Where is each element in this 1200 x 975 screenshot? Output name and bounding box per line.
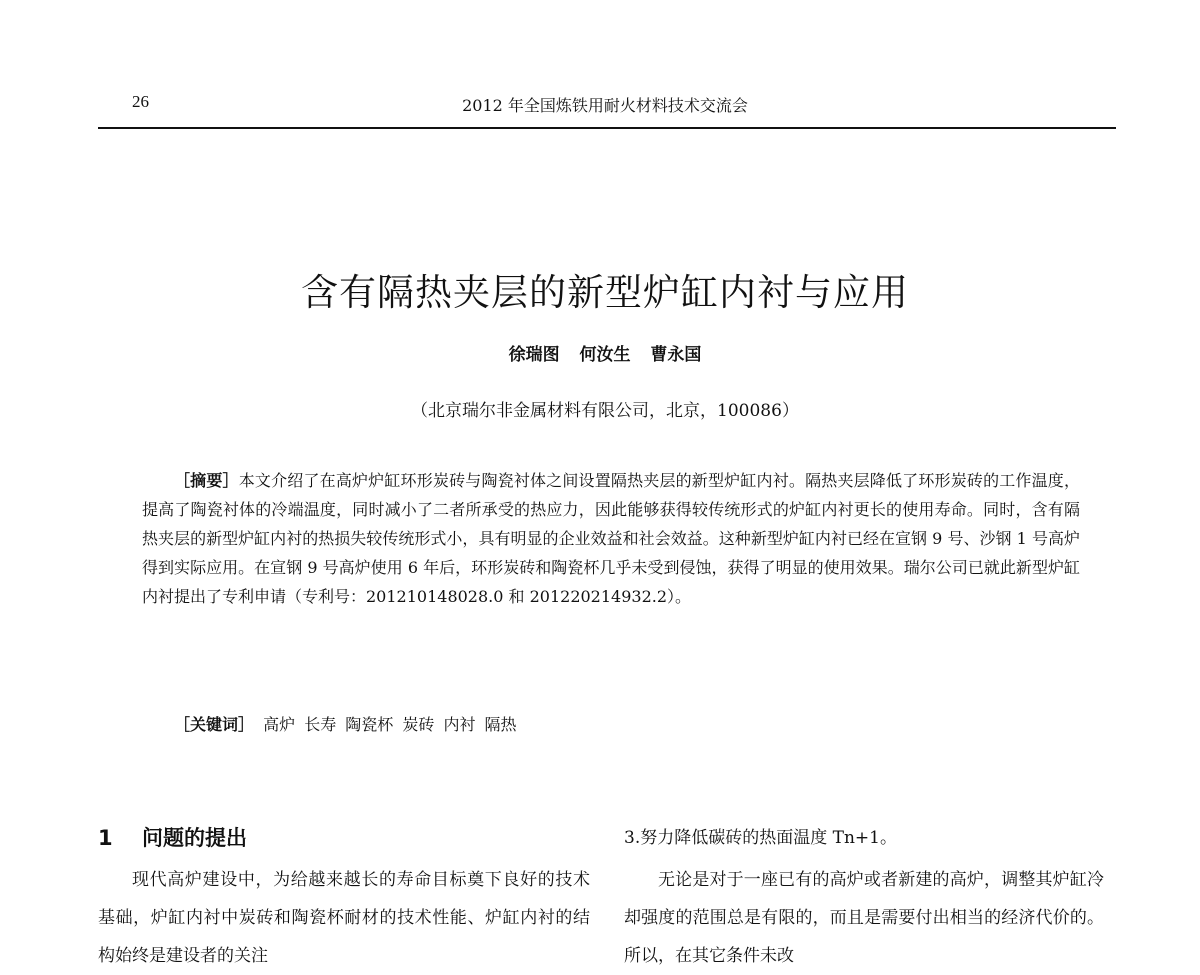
keywords-label: ［关键词］	[174, 715, 255, 734]
affiliation: （北京瑞尔非金属材料有限公司，北京，100086）	[411, 401, 799, 421]
header-rule	[98, 127, 1116, 129]
body-paragraph: 无论是对于一座已有的高炉或者新建的高炉，调整其炉缸冷却强度的范围总是有限的，而且是需要付出相当的经济代价的。所以，在其它条件未改	[624, 870, 1104, 966]
abstract-block	[142, 466, 1080, 611]
running-header: 2012 年全国炼铁用耐火材料技术交流会	[462, 96, 748, 115]
article-title: 含有隔热夹层的新型炉缸内衬与应用	[301, 271, 909, 314]
body-paragraph: 现代高炉建设中，为给越来越长的寿命目标奠下良好的技术基础，炉缸内衬中炭砖和陶瓷杯耐材的技术性能、炉缸内衬的结构始终是建设者的关注	[98, 870, 590, 966]
author-list: 徐瑞图 何汝生 曹永国	[508, 345, 702, 365]
list-item: 3.努力降低碳砖的热面温度 Tn+1。	[624, 828, 897, 848]
abstract-label: ［摘要］	[174, 471, 239, 490]
section-heading	[98, 821, 590, 855]
section-title: 问题的提出	[142, 826, 247, 850]
keywords-text: 高炉 长寿 陶瓷杯 炭砖 内衬 隔热	[263, 715, 517, 734]
keywords-block	[174, 712, 1074, 735]
page-number: 26	[132, 92, 149, 111]
section-number: 1	[98, 826, 113, 850]
abstract-text: 本文介绍了在高炉炉缸环形炭砖与陶瓷衬体之间设置隔热夹层的新型炉缸内衬。隔热夹层降低了环形炭砖的工作温度，提高了陶瓷衬体的冷端温度，同时减小了二者所承受的热应力，因此能够获得较传统形式的炉缸内衬更长的使用寿命。同时，含有隔热夹层的新型炉缸内衬的热损失较传统形式小，具有明显的企业效益和社会效益。这种新型炉缸内衬已经在宣钢 9 号、沙钢 1 号高炉得到实际应用。在宣钢 9 号高炉使用 6 年后，环形炭砖和陶瓷杯几乎未受到侵蚀，获得了明显的使用效果。瑞尔公司已就此新型炉缸内衬提出了专利申请（专利号：201210148028.0 和 201220214932.2）。	[142, 471, 1080, 606]
